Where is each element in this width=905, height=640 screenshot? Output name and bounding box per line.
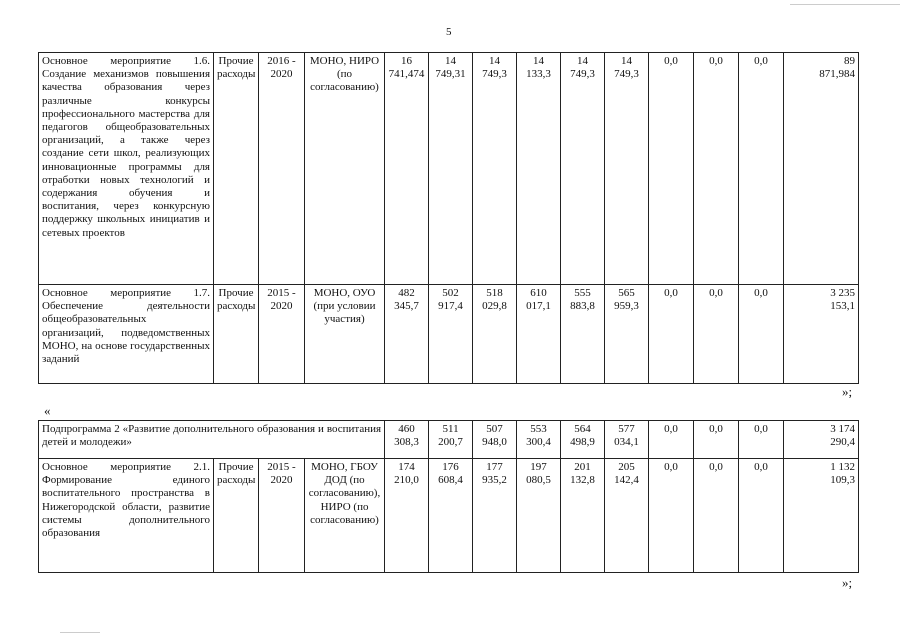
period-cell: 2015 - 2020 <box>259 285 305 384</box>
value-cell: 0,0 <box>694 459 739 573</box>
closing-quote-mark: »; <box>842 575 853 590</box>
total-cell: 3 235 153,1 <box>784 285 859 384</box>
value-cell: 177 935,2 <box>473 459 517 573</box>
budget-table-1 <box>38 52 859 384</box>
value-cell: 460 308,3 <box>385 421 429 459</box>
scan-smudge <box>60 632 100 633</box>
value-cell: 0,0 <box>694 53 739 285</box>
value-cell: 176 608,4 <box>429 459 473 573</box>
scan-smudge <box>790 4 900 5</box>
value-cell: 0,0 <box>739 459 784 573</box>
closing-quote-mark: »; <box>842 384 853 399</box>
table-row <box>39 459 859 573</box>
value-cell: 0,0 <box>739 421 784 459</box>
total-cell: 1 132 109,3 <box>784 459 859 573</box>
value-cell: 507 948,0 <box>473 421 517 459</box>
value-cell: 174 210,0 <box>385 459 429 573</box>
value-cell: 0,0 <box>694 285 739 384</box>
expense-category: Прочие расходы <box>214 53 259 285</box>
subprogram-row <box>39 421 859 459</box>
value-cell: 16 741,474 <box>385 53 429 285</box>
value-cell: 0,0 <box>649 53 694 285</box>
value-cell: 14 749,3 <box>473 53 517 285</box>
table-row <box>39 53 859 285</box>
period-cell: 2016 - 2020 <box>259 53 305 285</box>
value-cell: 14 749,3 <box>561 53 605 285</box>
value-cell: 197 080,5 <box>517 459 561 573</box>
measure-description: Основное мероприятие 1.7. Обеспечение деятельности общеобразовательных организаций, подведомственных МОНО, на основе государственных заданий <box>39 285 214 384</box>
value-cell: 502 917,4 <box>429 285 473 384</box>
value-cell: 555 883,8 <box>561 285 605 384</box>
measure-description: Основное мероприятие 1.6. Создание механизмов повышения качества образования через различные конкурсы профессионального мастерства для педагогов общеобразовательных организаций, а также через создание сети школ, реализующих инновационные программы для отработки новых технологий и содержания обучения и воспитания, через конкурсную поддержку школьных инициатив и сетевых проектов <box>39 53 214 285</box>
value-cell: 565 959,3 <box>605 285 649 384</box>
expense-category: Прочие расходы <box>214 459 259 573</box>
value-cell: 511 200,7 <box>429 421 473 459</box>
budget-table-2 <box>38 420 859 573</box>
value-cell: 0,0 <box>649 421 694 459</box>
executor-cell: МОНО, НИРО (по согласованию) <box>305 53 385 285</box>
value-cell: 553 300,4 <box>517 421 561 459</box>
total-cell: 3 174 290,4 <box>784 421 859 459</box>
executor-cell: МОНО, ОУО (при условии участия) <box>305 285 385 384</box>
value-cell: 205 142,4 <box>605 459 649 573</box>
value-cell: 14 133,3 <box>517 53 561 285</box>
expense-category: Прочие расходы <box>214 285 259 384</box>
measure-description: Основное мероприятие 2.1. Формирование единого воспитательного пространства в Нижегородской области, развитие системы дополнительного образования <box>39 459 214 573</box>
subprogram-title: Подпрограмма 2 «Развитие дополнительного образования и воспитания детей и молодежи» <box>39 421 385 459</box>
value-cell: 577 034,1 <box>605 421 649 459</box>
value-cell: 0,0 <box>649 285 694 384</box>
page-number: 5 <box>446 26 452 38</box>
value-cell: 0,0 <box>739 285 784 384</box>
value-cell: 0,0 <box>649 459 694 573</box>
value-cell: 14 749,31 <box>429 53 473 285</box>
value-cell: 201 132,8 <box>561 459 605 573</box>
value-cell: 0,0 <box>694 421 739 459</box>
period-cell: 2015 - 2020 <box>259 459 305 573</box>
total-cell: 89 871,984 <box>784 53 859 285</box>
opening-quote-mark: « <box>44 403 51 418</box>
value-cell: 610 017,1 <box>517 285 561 384</box>
value-cell: 518 029,8 <box>473 285 517 384</box>
value-cell: 14 749,3 <box>605 53 649 285</box>
table-row <box>39 285 859 384</box>
executor-cell: МОНО, ГБОУ ДОД (по согласованию), НИРО (по согласованию) <box>305 459 385 573</box>
value-cell: 0,0 <box>739 53 784 285</box>
value-cell: 482 345,7 <box>385 285 429 384</box>
value-cell: 564 498,9 <box>561 421 605 459</box>
